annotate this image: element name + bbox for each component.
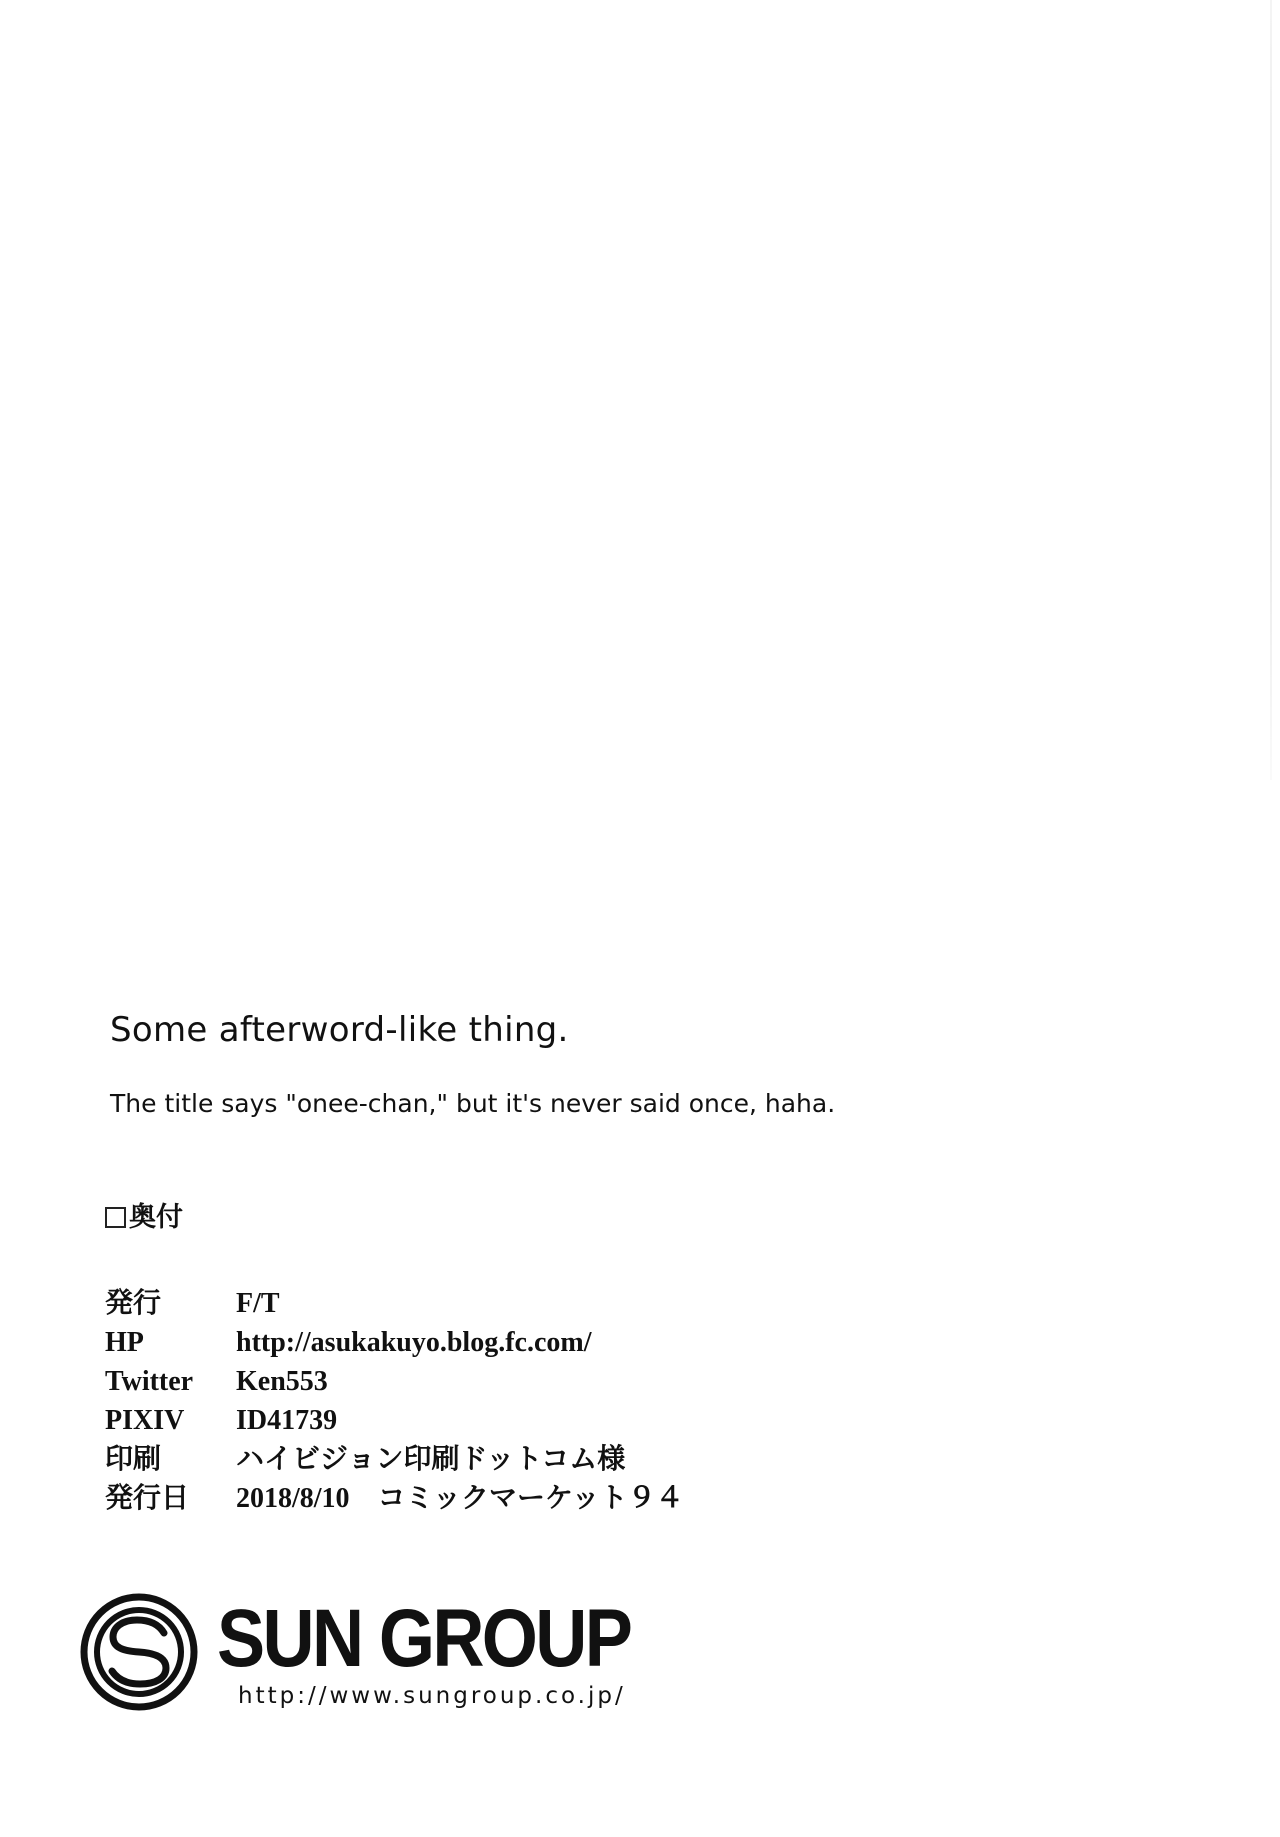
colophon-section [105,1200,805,1518]
page-edge-shadow [1270,0,1272,780]
colophon-label: Twitter [105,1366,194,1397]
colophon-value: http://asukakuyo.blog.fc.com/ [236,1327,592,1358]
colophon-heading-text: 奥付 [129,1202,183,1232]
colophon-row-twitter [105,1362,805,1401]
colophon-row-pixiv [105,1401,805,1440]
colophon-value: Ken553 [236,1366,328,1397]
afterword-body: The title says "onee-chan," but it's never said once, haha. [110,1089,836,1118]
colophon-row-printer [105,1440,805,1479]
colophon-value: F/T [236,1288,280,1319]
colophon-label: 発行日 [105,1483,190,1514]
square-bullet-icon [105,1207,126,1228]
colophon-label: HP [105,1327,144,1358]
colophon-value: 2018/8/10 コミックマーケット９４ [236,1483,684,1514]
colophon-row-publisher [105,1284,805,1323]
afterword-section [110,1010,1010,1120]
colophon-heading [105,1200,805,1234]
logo-wordmark: SUN GROUP [217,1593,631,1684]
afterword-title: Some afterword-like thing. [110,1010,569,1050]
colophon-value: ハイビジョン印刷ドットコム様 [236,1444,626,1475]
colophon-label: 発行 [105,1288,162,1319]
colophon-row-publish-date [105,1479,805,1518]
colophon-label: PIXIV [105,1405,185,1436]
sun-group-logo-icon [80,1593,198,1711]
colophon-row-homepage [105,1323,805,1362]
colophon-value: ID41739 [236,1405,338,1436]
logo-url: http://www.sungroup.co.jp/ [238,1683,626,1709]
colophon-label: 印刷 [105,1444,162,1475]
printer-logo [80,1593,720,1723]
